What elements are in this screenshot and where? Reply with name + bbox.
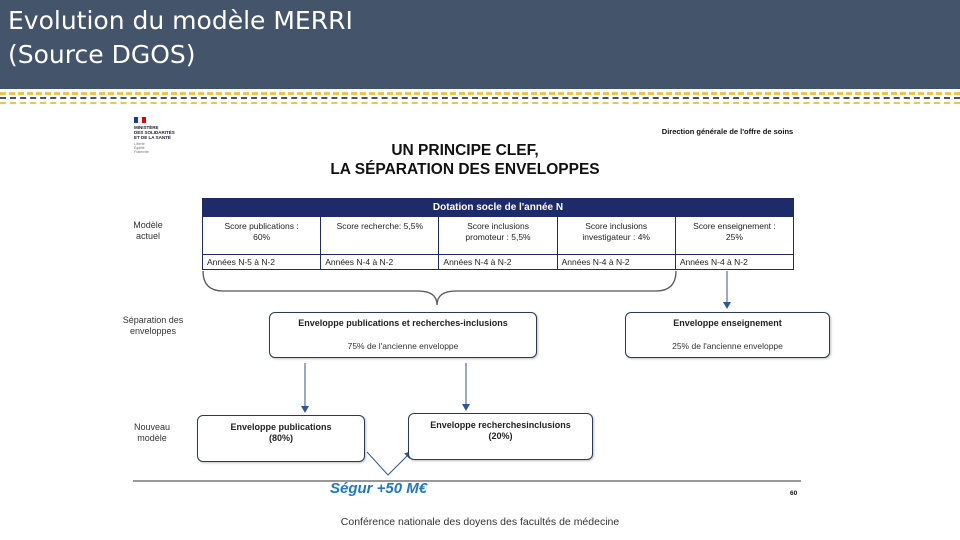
slide-title-line-2: (Source DGOS) [8,40,196,69]
diagram-title-line-1: UN PRINCIPE CLEF, [391,142,539,159]
table-header: Dotation socle de l'année N [203,199,793,217]
envelope-teaching [625,312,830,358]
french-flag-icon [134,117,146,123]
segur-amount: Ségur +50 M€ [330,480,428,497]
envelope-research-inclusions [408,413,593,460]
years-cell: Années N-4 à N-2 [679,257,748,267]
years-cell: Années N-5 à N-2 [203,255,321,269]
envelope-publications-research [269,312,537,358]
diagram-title [270,141,660,179]
envelope-title: Enveloppe recherchesinclusions [430,420,571,430]
ministry-motto: Liberté Égalité Fraternité [134,142,149,154]
score-cell-inclusions-promoter: Score inclusions promoteur : 5,5% [439,217,557,254]
current-model-table [202,198,794,270]
envelope-share: (20%) [488,431,513,441]
ministry-logo [134,117,194,157]
diagram-title-line-2: LA SÉPARATION DES ENVELOPPES [330,161,600,178]
navy-dash-line [0,97,960,99]
dgos-header: Direction générale de l'offre de soins [661,127,794,136]
score-cell-inclusions-investigator: Score inclusions investigateur : 4% [558,217,676,254]
accent-dash-line [0,92,960,95]
slide-title-line-1: Evolution du modèle MERRI [8,6,353,35]
slide-page-number: 60 [790,490,798,497]
row-label-separation: Séparation des enveloppes [122,315,184,336]
envelope-publications [197,415,365,462]
envelope-title: Enveloppe publications [230,422,332,432]
row-label-new-model: Nouveau modèle [133,422,171,443]
score-cell-publications: Score publications : 60% [203,217,321,254]
row-label-current-model: Modèle actuel [133,220,163,241]
envelope-title: Enveloppe enseignement [673,318,782,328]
scores-row [203,217,793,255]
envelope-title: Enveloppe publications et recherches-inclusions [298,318,508,328]
segur-chevron [367,452,411,475]
envelope-share: 25% de l'ancienne enveloppe [672,341,783,351]
slide-title [8,4,353,72]
ministry-name: MINISTÈRE DES SOLIDARITÉS ET DE LA SANTÉ [134,125,175,140]
embedded-slide [0,105,960,525]
footer-text: Conférence nationale des doyens des facultés de médecine [340,516,620,528]
score-cell-teaching: Score enseignement : 25% [693,221,776,242]
envelope-share: 75% de l'ancienne enveloppe [347,341,459,351]
years-cell: Années N-4 à N-2 [439,255,557,269]
years-row [203,255,793,269]
years-cell: Années N-4 à N-2 [558,255,676,269]
title-bar [0,0,960,89]
accent-dash-line [0,102,960,104]
years-cell: Années N-4 à N-2 [321,255,439,269]
envelope-share: (80%) [268,433,293,443]
grouping-brace [203,271,676,305]
score-cell-research: Score recherche: 5,5% [321,217,439,254]
